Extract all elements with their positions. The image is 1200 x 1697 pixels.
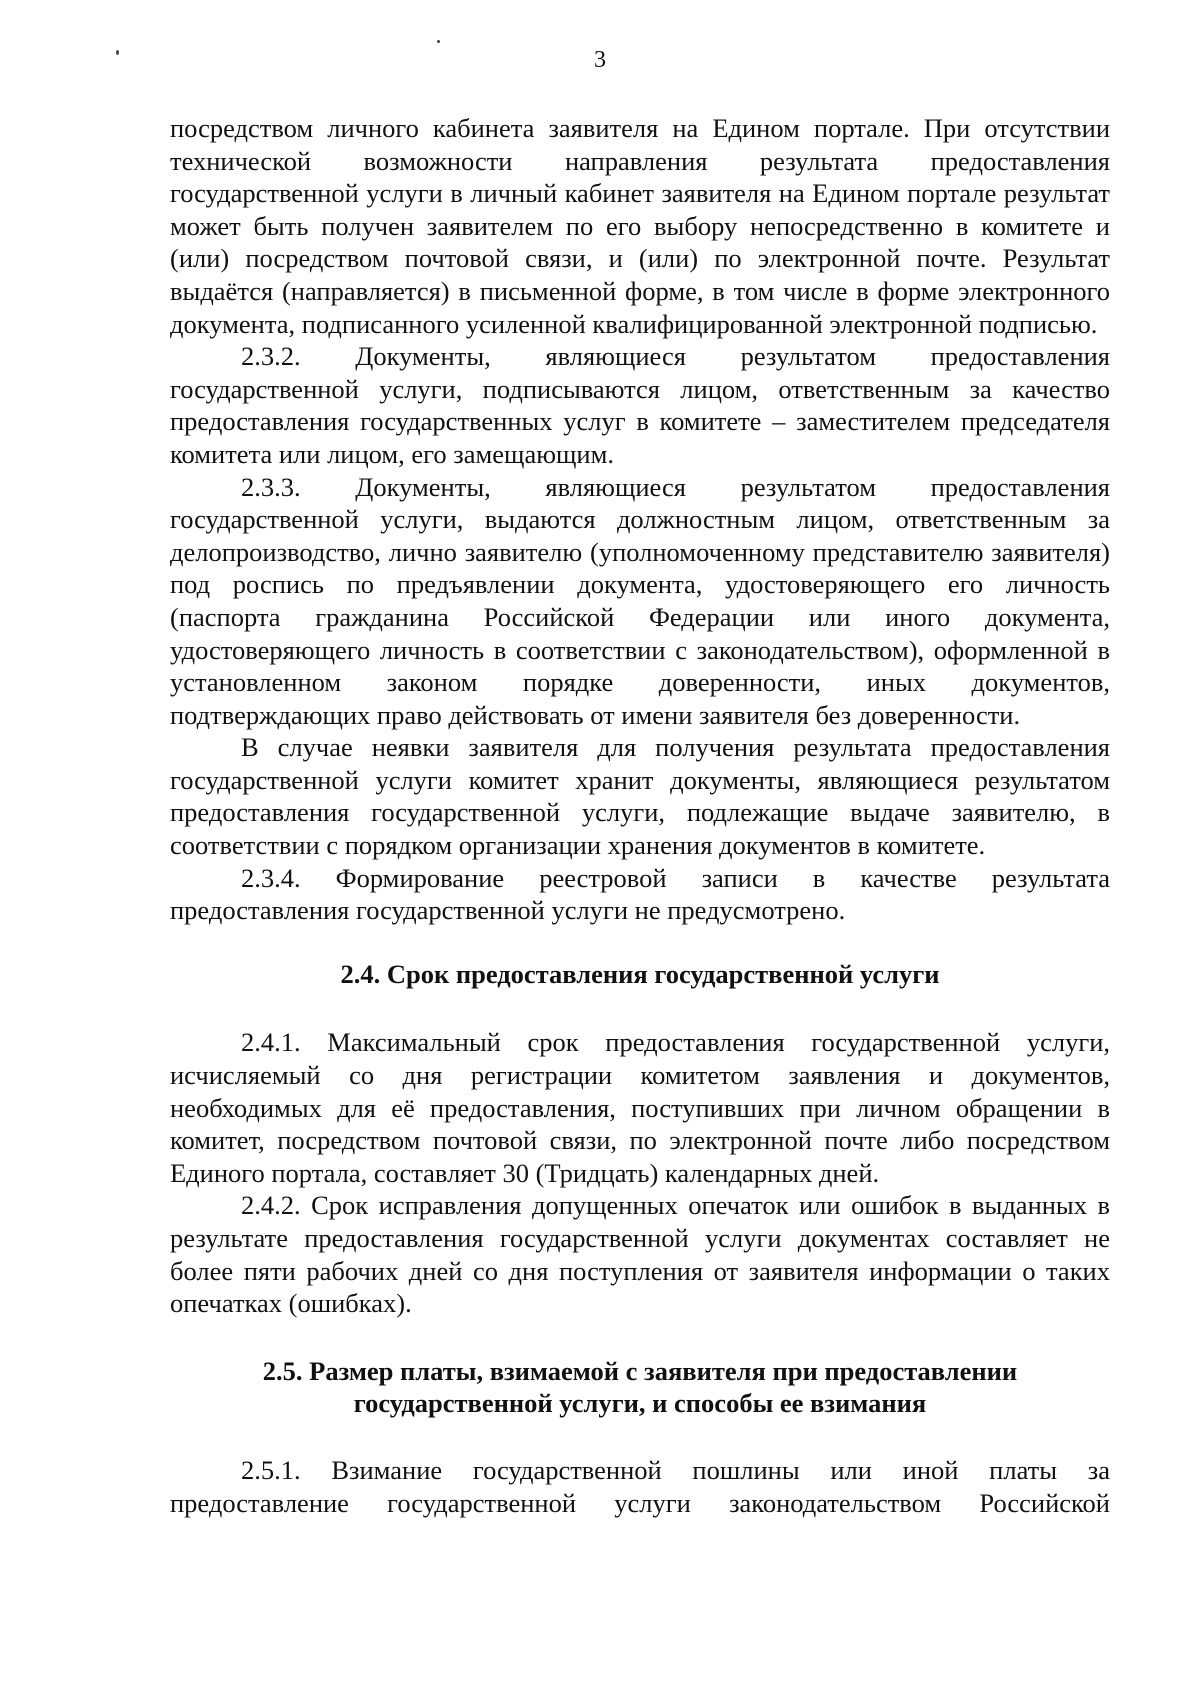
paragraph-electronic-result: посредством личного кабинета заявителя на Едином портале. При отсутствии технической возможности направления результата предоставления государственной услуги в личный кабинет заявителя на Едином портале результат может быть получен заявителем по его выбору непосредственно в комитете и (или) посредством почтовой связи, и (или) по электронной почте. Результат выдаётся (направляется) в письменной форме, в том числе в форме электронного документа, подписанного усиленной квалифицированной электронной подписью. [170, 113, 1110, 339]
paragraph-non-appearance: В случае неявки заявителя для получения результата предоставления государственной услуги комитет хранит документы, являющиеся результатом предоставления государственной услуги, подлежащие выдаче заявителю, в соответствии с порядком организации хранения документов в комитете. [170, 732, 1110, 861]
scan-speck [437, 40, 440, 43]
document-body [170, 112, 1110, 1519]
section-heading-2-5-line-2: государственной услуги, и способы ее взимания [353, 1388, 927, 1419]
paragraph-2-3-4: 2.3.4. Формирование реестровой записи в качестве результата предоставления государственной услуги не предусмотрено. [170, 862, 1110, 926]
paragraph-2-4-2: 2.4.2. Срок исправления допущенных опечаток или ошибок в выданных в результате предоставления государственной услуги документах составляет не более пяти рабочих дней со дня поступления от заявителя информации о таких опечатках (ошибках). [170, 1190, 1110, 1319]
paragraph-2-3-2: 2.3.2. Документы, являющиеся результатом предоставления государственной услуги, подписываются лицом, ответственным за качество предоставления государственных услуг в комитете – заместителем председателя комитета или лицом, его замещающим. [170, 341, 1110, 469]
section-heading-2-5-line-1: 2.5. Размер платы, взимаемой с заявителя при предоставлении [262, 1355, 1018, 1386]
paragraph-2-4-1: 2.4.1. Максимальный срок предоставления государственной услуги, исчисляемый со дня регистрации комитетом заявления и документов, необходимых для её предоставления, поступивших при личном обращении в комитет, посредством почтовой связи, по электронной почте либо посредством Единого портала, составляет 30 (Тридцать) календарных дней. [170, 1027, 1110, 1188]
section-heading-2-4: 2.4. Срок предоставления государственной услуги [340, 958, 940, 989]
paragraph-2-5-1: 2.5.1. Взимание государственной пошлины или иной платы за предоставление государственной услуги законодательством Российской [170, 1454, 1110, 1518]
section-heading-2-5 [170, 1355, 1110, 1420]
page-number: 3 [594, 47, 606, 73]
paragraph-2-3-3: 2.3.3. Документы, являющиеся результатом предоставления государственной услуги, выдаются должностным лицом, ответственным за делопроизводство, лично заявителю (уполномоченному представителю заявителя) под роспись по предъявлении документа, удостоверяющего его личность (паспорта гражданина Российской Федерации или иного документа, удостоверяющего личность в соответствии с законодательством), оформленной в установленном законом порядке доверенности, иных документов, подтверждающих право действовать от имени заявителя без доверенности. [170, 471, 1110, 730]
